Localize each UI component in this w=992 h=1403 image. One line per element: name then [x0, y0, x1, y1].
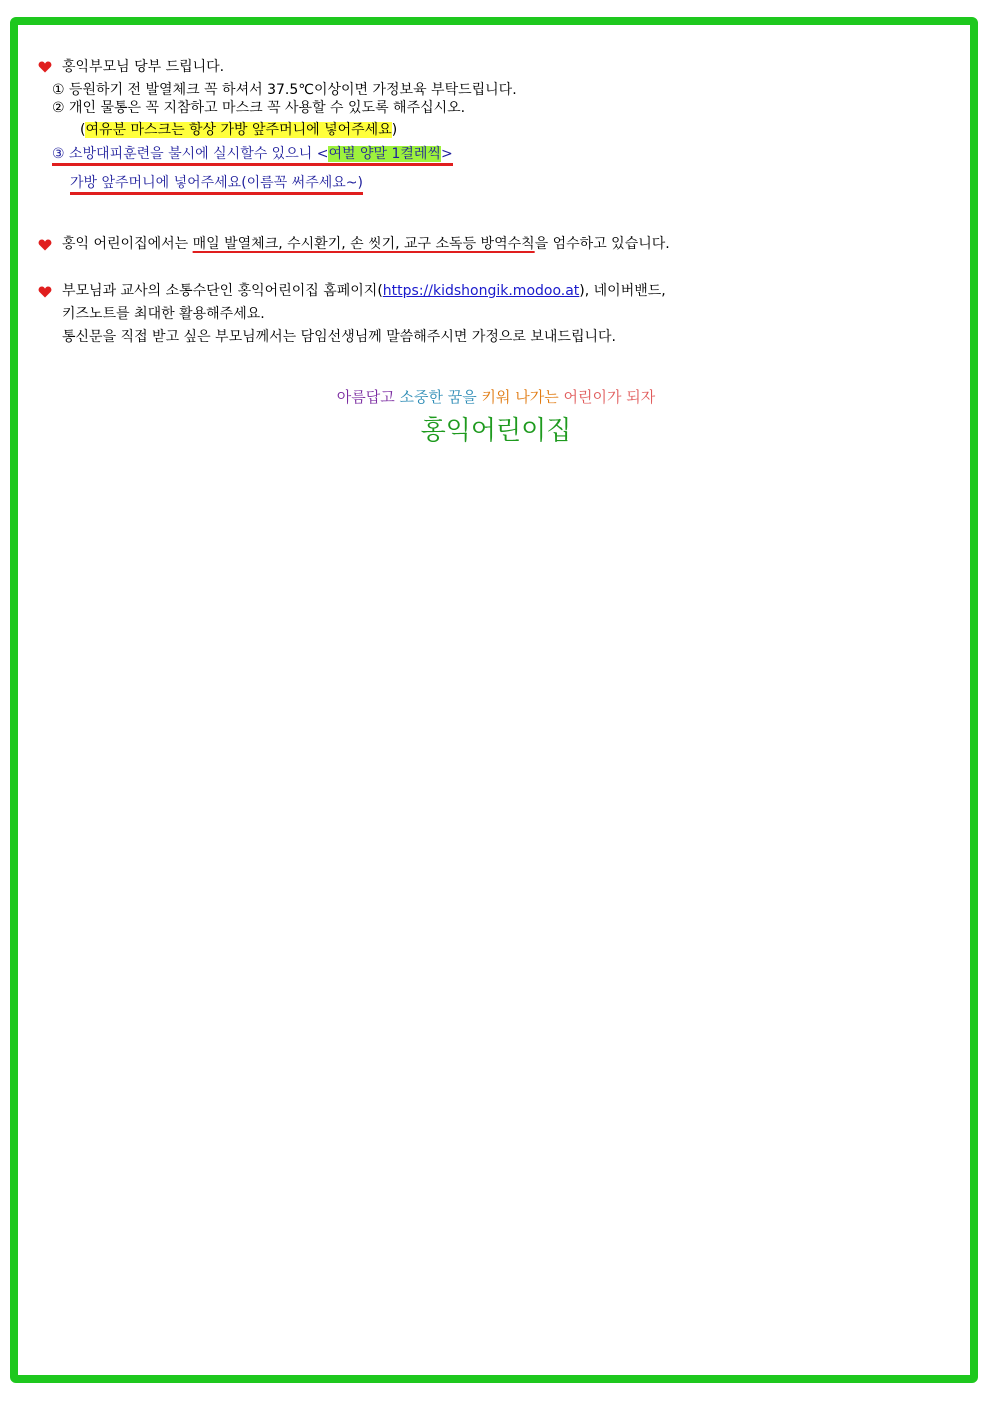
note-highlight: 여유분 마스크는 항상 가방 앞주머니에 넣어주세요: [85, 122, 392, 138]
item3-part2: >: [440, 146, 453, 162]
communication-suffix: ), 네이버밴드,: [579, 283, 666, 299]
item3-highlight: 여벌 양말 1켤레씩: [328, 146, 441, 162]
heart-bullet-icon: [38, 238, 52, 252]
daycare-name: 홍익어린이집: [420, 416, 572, 446]
notice-item-2: ② 개인 물통은 꼭 지참하고 마스크 꼭 사용할 수 있도록 해주십시오.: [52, 100, 466, 116]
notice-item-3-text: [52, 146, 453, 166]
slogan-word-4: 키워: [481, 388, 511, 406]
slogan-word-3: 꿈을: [447, 388, 477, 406]
item3-part1: ③ 소방대피훈련을 불시에 실시할수 있으니 <: [52, 146, 329, 162]
quarantine-suffix: 을 엄수하고 있습니다.: [534, 236, 670, 252]
heart-bullet-icon: [38, 285, 52, 299]
quarantine-notice: [62, 235, 670, 253]
communication-line-3: 통신문을 직접 받고 싶은 부모님께서는 담임선생님께 말씀해주시면 가정으로 보내드립니다.: [62, 329, 616, 345]
heart-bullet-icon: [38, 60, 52, 74]
homepage-link[interactable]: https://kidshongik.modoo.at: [382, 283, 580, 299]
slogan-word-6: 어린이가: [563, 388, 622, 406]
notice-item-2-note: [80, 121, 397, 139]
slogan-word-5: 나가는: [515, 388, 559, 406]
notice-item-1: ① 등원하기 전 발열체크 꼭 하셔서 37.5℃이상이면 가정보육 부탁드립니다.: [52, 82, 517, 98]
notice-title: 홍익부모님 당부 드립니다.: [62, 59, 225, 75]
item3-line2-text: 가방 앞주머니에 넣어주세요(이름꼭 써주세요~): [70, 175, 363, 195]
slogan-word-2: 소중한: [399, 388, 443, 406]
slogan: [0, 386, 992, 407]
notice-item-3-line2: [70, 174, 363, 192]
quarantine-prefix: 홍익 어린이집에서는: [62, 236, 193, 252]
note-close-paren: ): [391, 122, 398, 138]
communication-line-2: 키즈노트를 최대한 활용해주세요.: [62, 306, 265, 322]
page-border: [10, 17, 978, 1383]
notice-item-3: [52, 145, 453, 163]
slogan-word-7: 되자: [626, 388, 656, 406]
slogan-word-1: 아름답고: [336, 388, 395, 406]
communication-prefix: 부모님과 교사의 소통수단인 홍익어린이집 홈페이지(: [62, 283, 383, 299]
quarantine-rules: 매일 발열체크, 수시환기, 손 씻기, 교구 소독등 방역수칙: [192, 236, 535, 252]
note-open-paren: (: [80, 122, 86, 138]
communication-line-1: [62, 282, 666, 300]
